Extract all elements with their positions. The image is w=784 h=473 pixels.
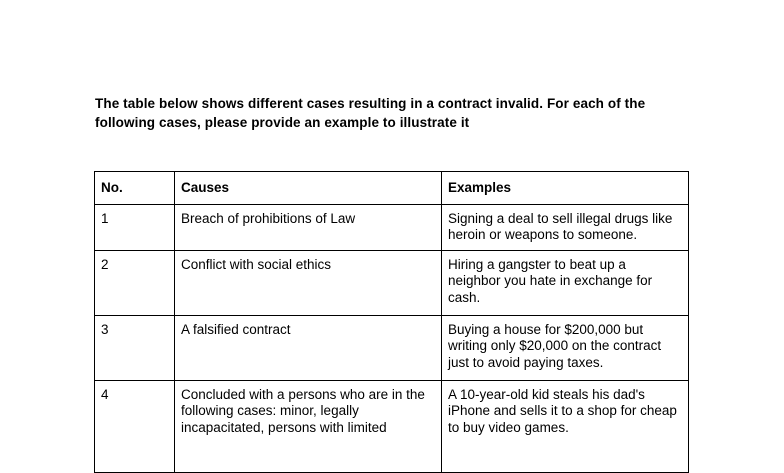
header-no: No. — [95, 172, 175, 205]
cell-no: 3 — [95, 315, 175, 380]
cell-cause: Concluded with a persons who are in the following cases: minor, legally incapacitated, persons with limited — [175, 380, 442, 472]
cell-example: Buying a house for $200,000 but writing only $20,000 on the contract just to avoid paying taxes. — [442, 315, 689, 380]
cell-example: A 10-year-old kid steals his dad's iPhone and sells it to a shop for cheap to buy video games. — [442, 380, 689, 472]
header-examples: Examples — [442, 172, 689, 205]
cell-example: Signing a deal to sell illegal drugs like heroin or weapons to someone. — [442, 204, 689, 250]
cases-table — [94, 171, 689, 473]
cell-no: 1 — [95, 204, 175, 250]
cell-cause: Breach of prohibitions of Law — [175, 204, 442, 250]
table-row — [95, 315, 689, 380]
header-causes: Causes — [175, 172, 442, 205]
table-row — [95, 250, 689, 315]
table-header-row — [95, 172, 689, 205]
intro-paragraph: The table below shows different cases resulting in a contract invalid. For each of the following cases, please provide an example to illustrate it — [95, 96, 646, 130]
table-row — [95, 380, 689, 472]
cell-no: 2 — [95, 250, 175, 315]
cell-cause: Conflict with social ethics — [175, 250, 442, 315]
cell-no: 4 — [95, 380, 175, 472]
cell-cause: A falsified contract — [175, 315, 442, 380]
cell-example: Hiring a gangster to beat up a neighbor you hate in exchange for cash. — [442, 250, 689, 315]
table-row — [95, 204, 689, 250]
